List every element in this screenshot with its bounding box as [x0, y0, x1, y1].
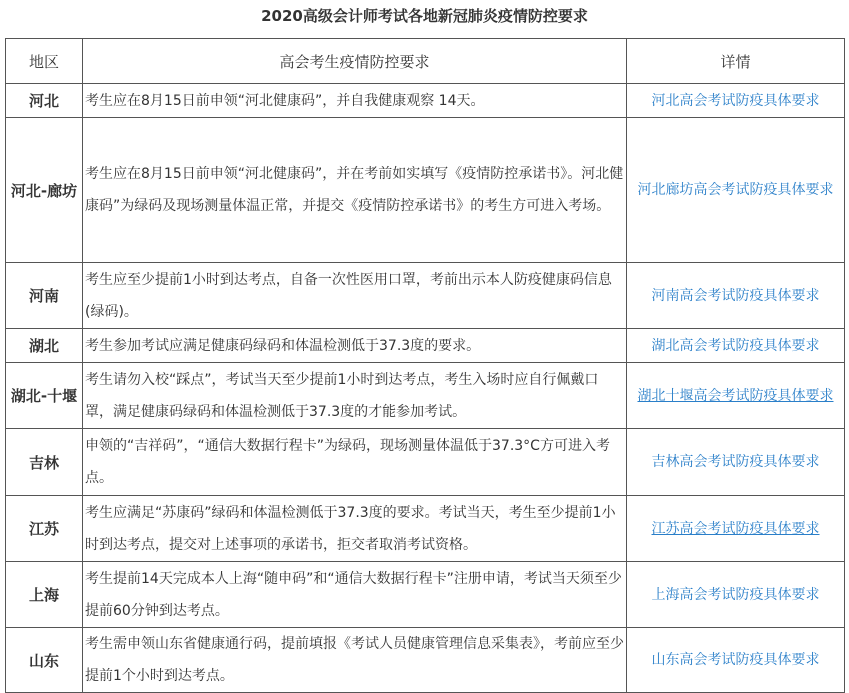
requirement-cell: 考生应满足“苏康码”绿码和体温检测低于37.3度的要求。考试当天，考生至少提前1小时到达考点，提交对上述事项的承诺书，拒交者取消考试资格。 [83, 496, 627, 562]
details-cell [627, 562, 845, 628]
region-cell: 湖北-十堰 [6, 363, 83, 429]
table-header [6, 39, 845, 84]
requirement-cell: 考生应在8月15日前申领“河北健康码”，并在考前如实填写《疫情防控承诺书》。河北健康码”为绿码及现场测量体温正常，并提交《疫情防控承诺书》的考生方可进入考场。 [83, 118, 627, 263]
table-row [6, 84, 845, 118]
region-cell: 上海 [6, 562, 83, 628]
header-requirements: 高会考生疫情防控要求 [83, 39, 627, 84]
header-details: 详情 [627, 39, 845, 84]
details-cell [627, 329, 845, 363]
table-row [6, 429, 845, 496]
requirement-cell: 考生应在8月15日前申领“河北健康码”，并自我健康观察 14天。 [83, 84, 627, 118]
requirement-cell: 考生提前14天完成本人上海“随申码”和“通信大数据行程卡”注册申请，考试当天须至少提前60分钟到达考点。 [83, 562, 627, 628]
table-row [6, 363, 845, 429]
table-row [6, 118, 845, 263]
details-link[interactable]: 上海高会考试防疫具体要求 [651, 586, 820, 603]
details-link[interactable]: 河北高会考试防疫具体要求 [651, 92, 820, 109]
region-cell: 河南 [6, 263, 83, 329]
page-title: 2020高级会计师考试各地新冠肺炎疫情防控要求 [261, 7, 588, 25]
details-cell [627, 263, 845, 329]
details-link[interactable]: 江苏高会考试防疫具体要求 [651, 520, 820, 537]
details-link[interactable]: 吉林高会考试防疫具体要求 [651, 454, 820, 470]
details-cell [627, 429, 845, 496]
requirements-table [5, 38, 845, 693]
details-link[interactable]: 河南高会考试防疫具体要求 [651, 287, 820, 304]
requirement-cell: 考生需申领山东省健康通行码，提前填报《考试人员健康管理信息采集表》，考前应至少提前1个小时到达考点。 [83, 628, 627, 693]
region-cell: 河北 [6, 84, 83, 118]
requirement-cell: 考生请勿入校“踩点”，考试当天至少提前1小时到达考点，考生入场时应自行佩戴口罩，满足健康码绿码和体温检测低于37.3度的才能参加考试。 [83, 363, 627, 429]
details-link[interactable]: 湖北高会考试防疫具体要求 [651, 337, 820, 354]
table-row [6, 496, 845, 562]
table-row [6, 329, 845, 363]
table-row [6, 628, 845, 693]
details-cell [627, 118, 845, 263]
table-row [6, 263, 845, 329]
details-cell [627, 363, 845, 429]
details-cell [627, 84, 845, 118]
region-cell: 湖北 [6, 329, 83, 363]
details-link[interactable]: 河北廊坊高会考试防疫具体要求 [637, 182, 834, 198]
requirement-cell: 申领的“吉祥码”，“通信大数据行程卡”为绿码，现场测量体温低于37.3°C方可进入考点。 [83, 429, 627, 496]
header-region: 地区 [6, 39, 83, 84]
details-cell [627, 496, 845, 562]
region-cell: 山东 [6, 628, 83, 693]
region-cell: 河北-廊坊 [6, 118, 83, 263]
requirement-cell: 考生应至少提前1小时到达考点，自备一次性医用口罩，考前出示本人防疫健康码信息(绿码)。 [83, 263, 627, 329]
details-cell [627, 628, 845, 693]
requirement-cell: 考生参加考试应满足健康码绿码和体温检测低于37.3度的要求。 [83, 329, 627, 363]
region-cell: 江苏 [6, 496, 83, 562]
details-link[interactable]: 湖北十堰高会考试防疫具体要求 [637, 387, 834, 404]
region-cell: 吉林 [6, 429, 83, 496]
table-row [6, 562, 845, 628]
details-link[interactable]: 山东高会考试防疫具体要求 [651, 652, 820, 668]
